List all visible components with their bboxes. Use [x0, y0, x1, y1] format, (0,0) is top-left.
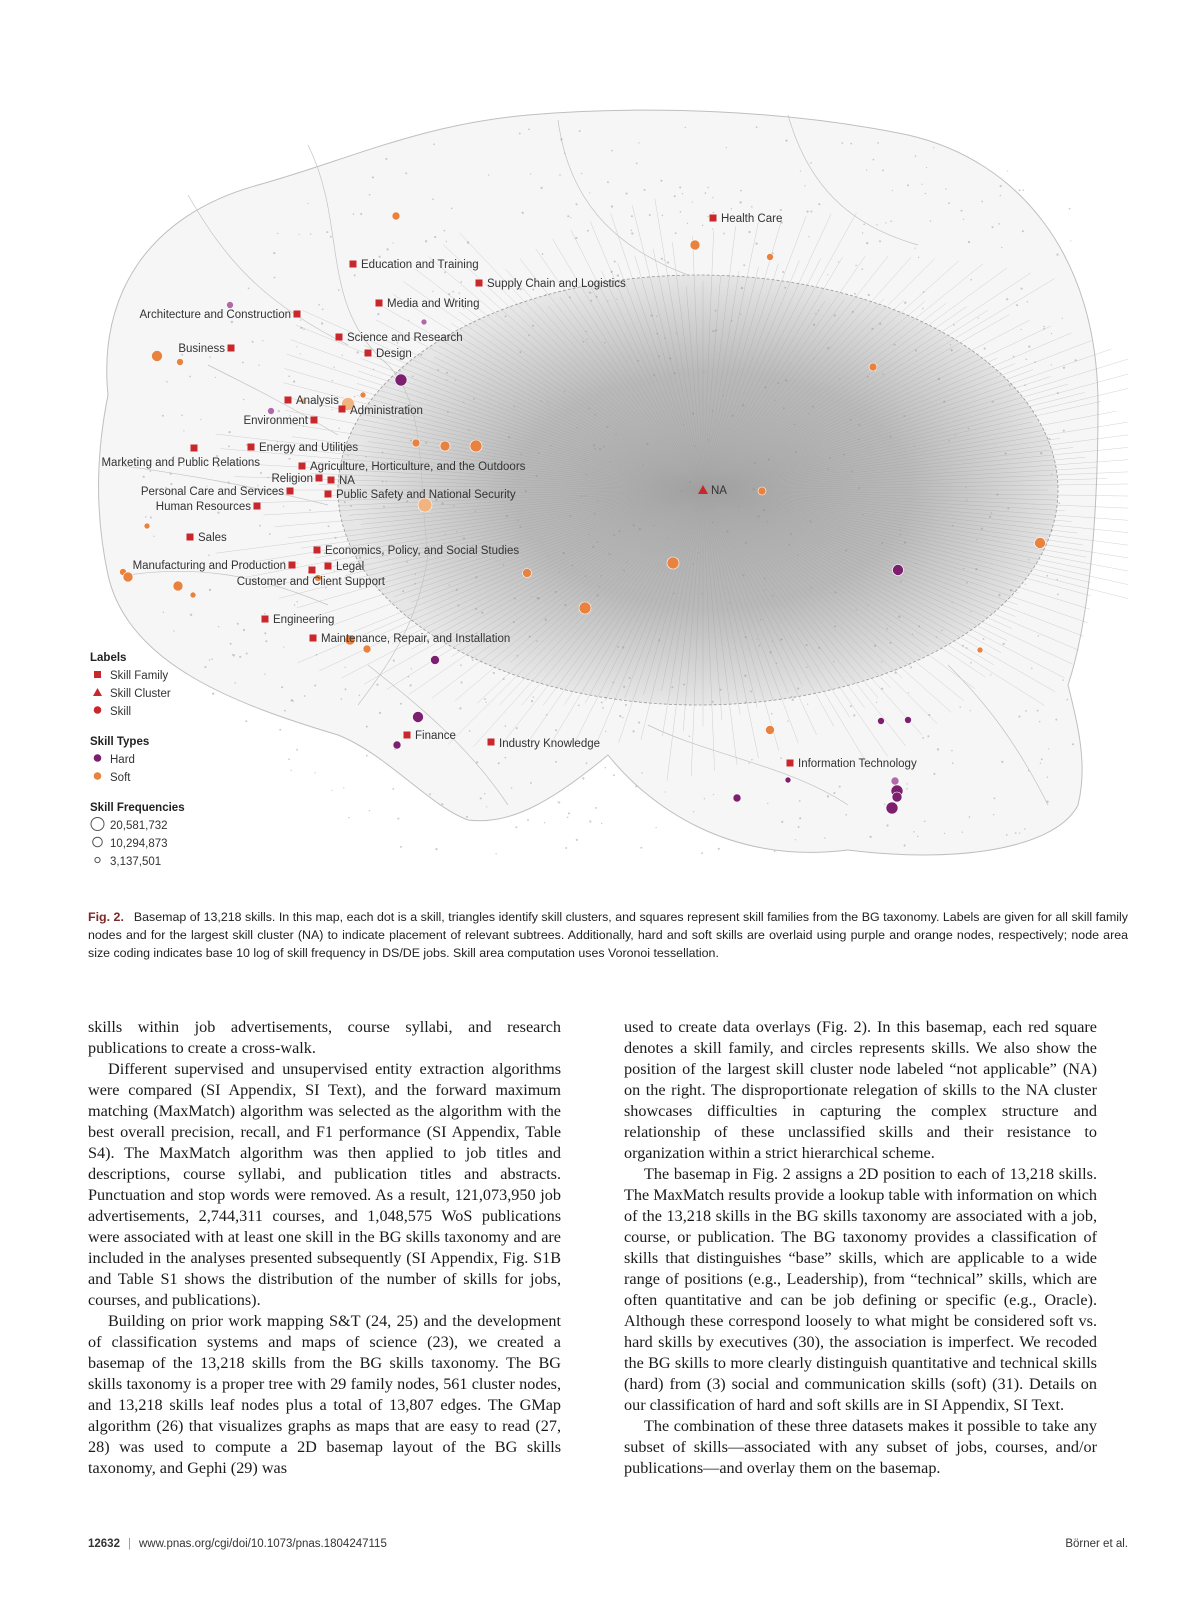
- skill-family-label: Personal Care and Services: [140, 486, 284, 498]
- skill-family-square: [325, 491, 332, 498]
- skill-family-square: [350, 261, 357, 268]
- hard-skill-node: [878, 718, 885, 725]
- soft-skill-node: [766, 726, 775, 735]
- legend-freq-medium: [93, 837, 103, 847]
- legend-labels-title: Labels: [90, 652, 127, 664]
- skill-family-label: Marketing and Public Relations: [101, 457, 260, 469]
- soft-skill-node: [579, 602, 591, 614]
- legend-family-square: [94, 671, 101, 678]
- skill-family-square: [228, 345, 235, 352]
- legend-skill: Skill: [110, 706, 132, 718]
- skill-family-square: [316, 475, 323, 482]
- legend-soft-dot: [94, 772, 102, 780]
- hard-skill-node: [886, 802, 898, 814]
- page-footer: [88, 1538, 1128, 1550]
- map-legend: [90, 652, 185, 868]
- legend-freq-2: 10,294,873: [110, 838, 168, 850]
- skill-family-square: [248, 444, 255, 451]
- hard-skill-node: [395, 374, 407, 386]
- hard-skill-node: [268, 408, 275, 415]
- soft-skill-node: [123, 572, 133, 582]
- soft-skill-node: [758, 487, 766, 495]
- skill-family-square: [328, 477, 335, 484]
- soft-skill-node: [177, 359, 184, 366]
- legend-freq-large: [91, 818, 104, 831]
- soft-skill-node: [412, 439, 420, 447]
- legend-freq-title: Skill Frequencies: [90, 802, 185, 814]
- hard-skill-node: [891, 777, 899, 785]
- soft-skill-node: [523, 569, 532, 578]
- skill-family-label: Maintenance, Repair, and Installation: [321, 633, 511, 645]
- paragraph: Building on prior work mapping S&T (24, 25) and the development of classification systems and maps of science (23), we created a basemap of the 13,218 skills from the BG skills taxonomy. The BG skills taxonomy is a proper tree with 29 family nodes, 561 cluster nodes, and 13,218 skills leaf nodes plus a total of 13,807 edges. The GMap algorithm (26) that visualizes graphs as maps that are easy to read (27, 28) was used to compute a 2D basemap layout of the BG skills taxonomy, and Gephi (29) was: [88, 1312, 561, 1477]
- skill-family-square: [191, 445, 198, 452]
- skill-family-label: Analysis: [296, 395, 339, 407]
- soft-skill-node: [363, 645, 371, 653]
- skill-family-label: Industry Knowledge: [499, 738, 601, 750]
- skill-family-label: Customer and Client Support: [236, 576, 385, 588]
- skill-family-label: Architecture and Construction: [139, 309, 291, 321]
- footer-separator: |: [127, 1538, 131, 1550]
- soft-skill-node: [173, 581, 183, 591]
- skill-family-label: Environment: [243, 415, 308, 427]
- legend-skill-family: Skill Family: [110, 670, 169, 682]
- paragraph: skills within job advertisements, course syllabi, and research publications to create a cross-walk.: [88, 1018, 561, 1057]
- skill-family-label: Engineering: [273, 614, 335, 626]
- skill-family-label: Manufacturing and Production: [132, 560, 286, 572]
- skill-family-label: Religion: [271, 473, 313, 485]
- skill-family-square: [310, 635, 317, 642]
- skill-family-square: [404, 732, 411, 739]
- hard-skill-node: [393, 741, 401, 749]
- page-number: 12632: [88, 1538, 120, 1550]
- footer-authors: Börner et al.: [1065, 1538, 1128, 1550]
- legend-freq-3: 3,137,501: [110, 856, 162, 868]
- caption-label: Fig. 2.: [88, 910, 124, 924]
- skill-family-square: [314, 547, 321, 554]
- skill-family-label: Education and Training: [361, 259, 479, 271]
- soft-skill-node: [470, 440, 482, 452]
- skill-family-label: Business: [178, 343, 225, 355]
- soft-skill-node: [440, 441, 450, 451]
- soft-skill-node: [767, 254, 774, 261]
- soft-skill-node: [392, 212, 400, 220]
- soft-skill-node: [667, 557, 679, 569]
- skill-family-square: [710, 215, 717, 222]
- skill-family-label: Energy and Utilities: [259, 442, 359, 454]
- hard-skill-node: [905, 717, 912, 724]
- skill-family-label: Health Care: [721, 213, 783, 225]
- legend-types-title: Skill Types: [90, 736, 150, 748]
- legend-hard: Hard: [110, 754, 135, 766]
- hard-skill-node: [785, 777, 791, 783]
- skill-family-square: [325, 563, 332, 570]
- skill-family-square: [376, 300, 383, 307]
- skill-family-square: [187, 534, 194, 541]
- hard-skill-node: [893, 565, 904, 576]
- skill-family-label: Economics, Policy, and Social Studies: [325, 545, 520, 557]
- skill-family-label: Sales: [198, 532, 227, 544]
- hard-skill-node: [421, 319, 427, 325]
- legend-freq-small: [95, 857, 100, 862]
- soft-skill-node: [144, 523, 150, 529]
- paragraph: Different supervised and unsupervised entity extraction algorithms were compared (SI Appendix, SI Text), and the forward maximum matching (MaxMatch) algorithm was selected as the algorithm with the best overall precision, recall, and F1 performance (SI Appendix, Table S4). The MaxMatch algorithm was then applied to job titles and descriptions, course syllabi, and publication titles and abstracts. Punctuation and stop words were removed. As a result, 121,073,950 job advertisements, 2,744,311 courses, and 1,048,575 WoS publications were associated with at least one skill in the BG skills taxonomy and are included in the analyses presented subsequently (SI Appendix, Fig. S1B and Table S1 shows the distribution of the number of skills for jobs, courses, and publications).: [88, 1060, 561, 1309]
- skill-family-label: Science and Research: [347, 332, 463, 344]
- hard-skill-node: [733, 794, 741, 802]
- caption-text: Basemap of 13,218 skills. In this map, each dot is a skill, triangles identify skill clusters, and squares represent skill families from the BG taxonomy. Labels are given for all skill family nodes and for the largest skill cluster (NA) to indicate placement of relevant subtrees. Additionally, hard and soft skills are overlaid using purple and orange nodes, respectively; node area size coding indicates base 10 log of skill frequency in DS/DE jobs. Skill area computation uses Voronoi tessellation.: [88, 910, 1128, 960]
- skill-family-square: [339, 406, 346, 413]
- paragraph: used to create data overlays (Fig. 2). In this basemap, each red square denotes a skill family, and circles represents skills. We also show the position of the largest skill cluster node labeled “not applicable” (NA) on the right. The disproportionate relegation of skills to the NA cluster showcases difficulties in capturing the complex structure and relationship of these unclassified skills and their resistance to organization within a strict hierarchical scheme.: [624, 1018, 1097, 1162]
- skill-family-square: [285, 397, 292, 404]
- legend-skill-dot: [94, 706, 102, 714]
- skills-basemap: [88, 105, 1128, 895]
- cluster-label-na: NA: [711, 485, 727, 497]
- basemap-figure: [88, 105, 1128, 895]
- skill-family-label: Administration: [350, 405, 423, 417]
- skill-family-label: Finance: [415, 730, 456, 742]
- skill-family-square: [294, 311, 301, 318]
- legend-hard-dot: [94, 754, 102, 762]
- legend-soft: Soft: [110, 772, 131, 784]
- skill-family-label: Media and Writing: [387, 298, 480, 310]
- skill-family-square: [289, 562, 296, 569]
- skill-family-square: [336, 334, 343, 341]
- soft-skill-node: [869, 363, 877, 371]
- hard-skill-node: [227, 302, 234, 309]
- paragraph: The combination of these three datasets makes it possible to take any subset of skills—associated with any subset of jobs, courses, and/or publications—and overlay them on the basemap.: [624, 1417, 1097, 1477]
- hard-skill-node: [431, 656, 440, 665]
- body-right-column: [624, 1017, 1097, 1479]
- legend-freq-1: 20,581,732: [110, 820, 168, 832]
- skill-family-square: [488, 739, 495, 746]
- skill-family-square: [787, 760, 794, 767]
- legend-cluster-triangle: [93, 688, 102, 696]
- skill-family-square: [309, 567, 316, 574]
- body-left-column: [88, 1017, 561, 1479]
- skill-family-label: Design: [376, 348, 412, 360]
- paragraph: The basemap in Fig. 2 assigns a 2D position to each of 13,218 skills. The MaxMatch results provide a lookup table with information on which of the 13,218 skills in the BG skills taxonomy are associated with a job, course, or publication. The BG taxonomy provides a classification of skills that distinguishes “base” skills, which are applicable to a wide range of positions (e.g., Leadership), from “technical” skills, which are often quantitative and can be job defining or specific (e.g., Oracle). Although these correspond loosely to what might be considered soft vs. hard skills by executives (30), the association is imperfect. We recoded the BG skills to more clearly distinguish quantitative and technical skills (hard) from (3) social and communication skills (soft) (31). Details on our classification of hard and soft skills are in SI Appendix, SI Text.: [624, 1165, 1097, 1414]
- hard-skill-node: [892, 792, 902, 802]
- map-background: [99, 110, 1128, 855]
- hard-skill-node: [413, 712, 424, 723]
- skill-family-square: [311, 417, 318, 424]
- skill-family-square: [299, 463, 306, 470]
- skill-family-label: Public Safety and National Security: [336, 489, 516, 501]
- skill-family-label: NA: [339, 475, 355, 487]
- skill-family-square: [365, 350, 372, 357]
- skill-family-square: [476, 280, 483, 287]
- figure-caption: [88, 908, 1128, 962]
- skill-family-square: [287, 488, 294, 495]
- doi-link[interactable]: www.pnas.org/cgi/doi/10.1073/pnas.1804247115: [138, 1538, 387, 1550]
- soft-skill-node: [1035, 538, 1046, 549]
- skill-family-label: Supply Chain and Logistics: [487, 278, 626, 290]
- soft-skill-node: [360, 392, 366, 398]
- skill-family-square: [254, 503, 261, 510]
- skill-family-label: Human Resources: [155, 501, 251, 513]
- skill-family-square: [262, 616, 269, 623]
- soft-skill-node: [690, 240, 700, 250]
- skill-family-label: Information Technology: [798, 758, 917, 770]
- soft-skill-node: [152, 351, 163, 362]
- soft-skill-node: [190, 592, 196, 598]
- skill-family-label: Legal: [336, 561, 365, 573]
- skill-family-label: Agriculture, Horticulture, and the Outdoors: [310, 461, 526, 473]
- soft-skill-node: [977, 647, 983, 653]
- legend-skill-cluster: Skill Cluster: [110, 688, 171, 700]
